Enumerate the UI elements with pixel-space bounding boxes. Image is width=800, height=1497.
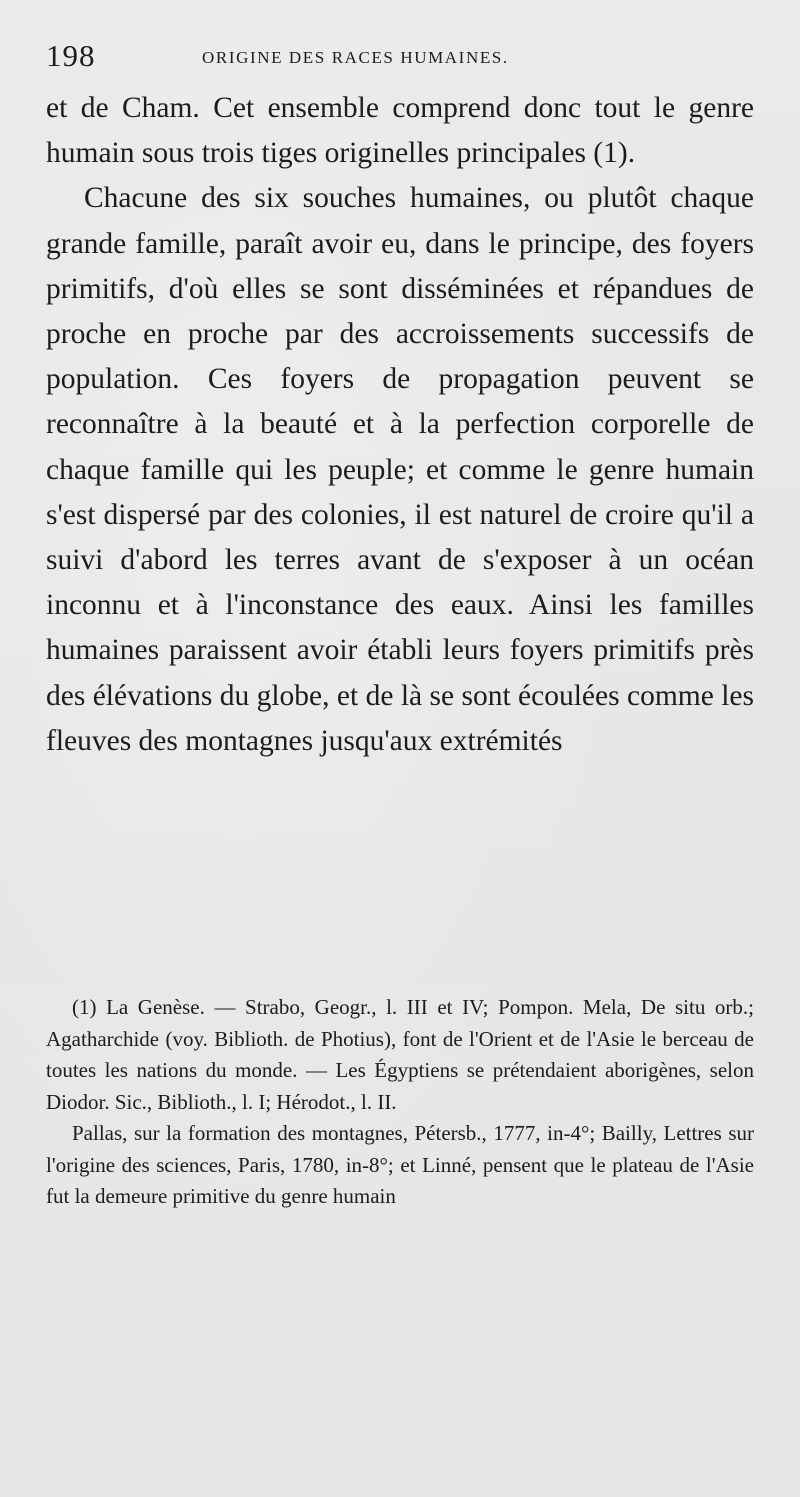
main-text xyxy=(46,86,754,764)
footnotes xyxy=(46,992,754,1213)
footnote: (1) La Genèse. — Strabo, Geogr., l. III et IV; Pompon. Mela, De situ orb.; Agatharchide (voy. Biblioth. de Photius), font de l'Orient et de l'Asie le berceau de toutes les nations du monde. — Les Égyptiens se prétendaient aborigènes, selon Diodor. Sic., Biblioth., l. I; Hérodot., l. II. xyxy=(46,995,754,1114)
paragraph: Chacune des six souches humaines, ou plutôt chaque grande famille, paraît avoir eu, dans le principe, des foyers primitifs, d'où elles se sont disséminées et répandues de proche en proche par des accroissements successifs de population. Ces foyers de propagation peuvent se reconnaître à la beauté et à la perfection corporelle de chaque famille qui les peuple; et comme le genre humain s'est dispersé par des colonies, il est naturel de croire qu'il a suivi d'abord les terres avant de s'exposer à un océan inconnu et à l'inconstance des eaux. Ainsi les familles humaines paraissent avoir établi leurs foyers primitifs près des élévations du globe, et de là se sont écoulées comme les fleuves des montagnes jusqu'aux extrémités xyxy=(46,182,754,757)
paragraph: et de Cham. Cet ensemble comprend donc tout le genre humain sous trois tiges originelles principales (1). xyxy=(46,92,754,170)
page-number: 198 xyxy=(46,38,96,73)
page-header xyxy=(46,38,754,78)
running-title: ORIGINE DES RACES HUMAINES. xyxy=(202,48,509,67)
footnote: Pallas, sur la formation des montagnes, Pétersb., 1777, in-4°; Bailly, Lettres sur l'origine des sciences, Paris, 1780, in-8°; et Linné, pensent que le plateau de l'Asie fut la demeure primitive du genre humain xyxy=(46,1121,754,1208)
